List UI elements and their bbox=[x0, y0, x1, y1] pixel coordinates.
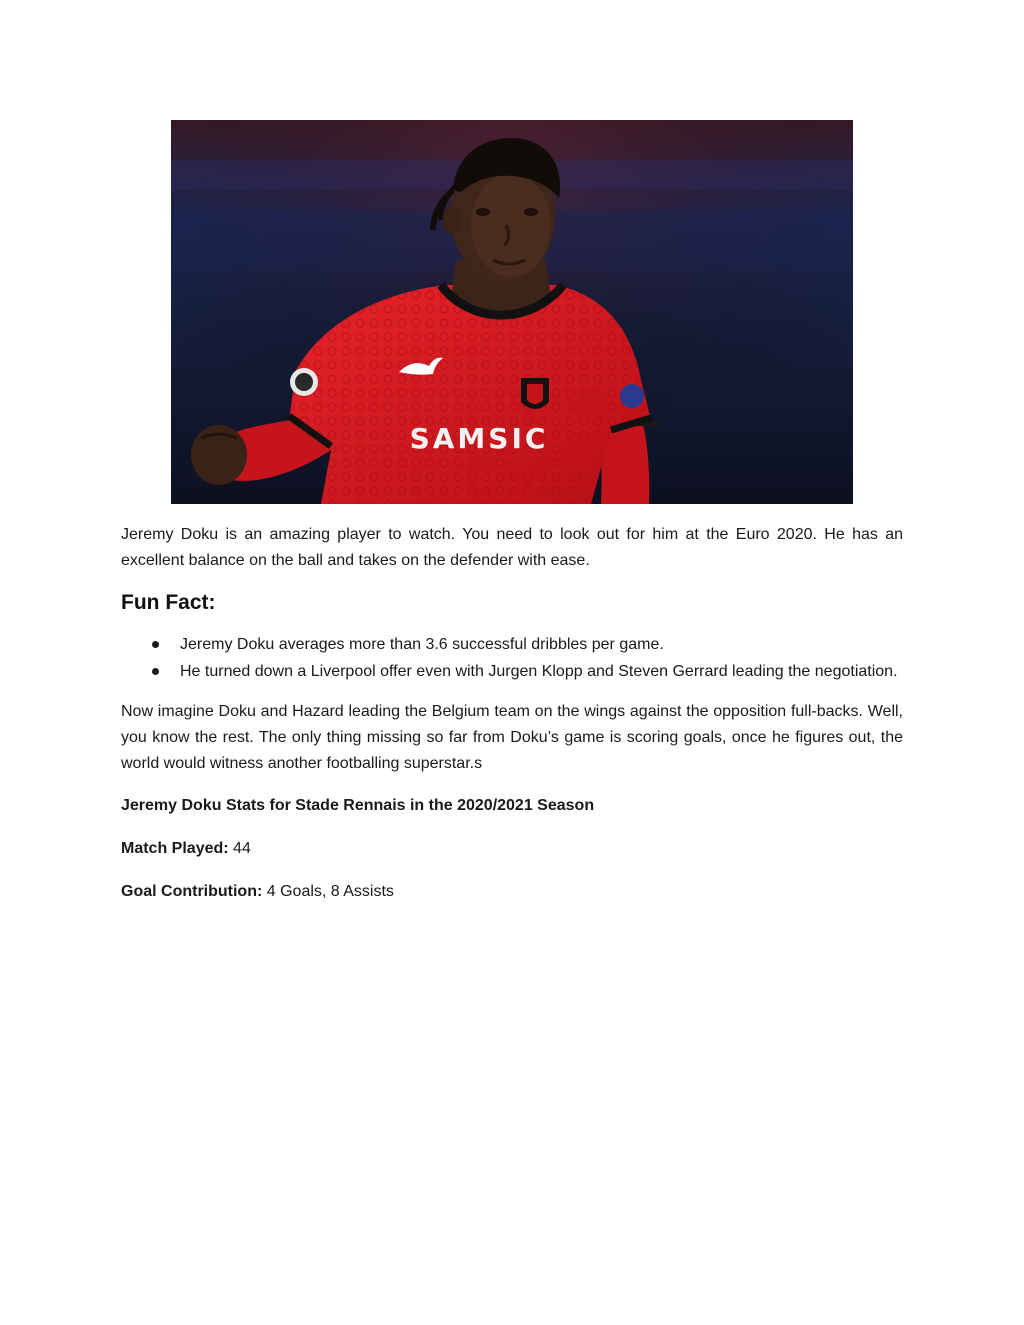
fun-fact-list bbox=[121, 632, 903, 685]
goal-contribution-stat bbox=[121, 879, 903, 905]
player-photo bbox=[171, 120, 853, 504]
goal-contribution-value: 4 Goals, 8 Assists bbox=[262, 883, 394, 900]
list-item bbox=[121, 632, 903, 658]
match-played-stat bbox=[121, 836, 903, 862]
goal-contribution-label: Goal Contribution: bbox=[121, 883, 263, 900]
list-item-text: Jeremy Doku averages more than 3.6 successful dribbles per game. bbox=[180, 636, 664, 653]
jersey-sponsor-text: SAMSIC bbox=[409, 422, 549, 455]
stats-title: Jeremy Doku Stats for Stade Rennais in the 2020/2021 Season bbox=[121, 797, 595, 814]
match-played-value: 44 bbox=[228, 840, 251, 857]
body-paragraph: Now imagine Doku and Hazard leading the Belgium team on the wings against the opposition full-backs. Well, you know the rest. The only thing missing so far from Doku’s game is scoring goals, once he figures out, the world would witness another footballing superstar.s bbox=[121, 703, 903, 772]
bullet-icon bbox=[152, 641, 159, 648]
player-illustration bbox=[171, 120, 853, 504]
list-item-text: He turned down a Liverpool offer even with Jurgen Klopp and Steven Gerrard leading the negotiation. bbox=[180, 663, 898, 680]
intro-paragraph: Jeremy Doku is an amazing player to watch. You need to look out for him at the Euro 2020. He has an excellent balance on the ball and takes on the defender with ease. bbox=[121, 526, 903, 569]
match-played-label: Match Played: bbox=[121, 840, 229, 857]
fun-fact-heading: Fun Fact: bbox=[121, 591, 216, 614]
list-item bbox=[121, 659, 903, 685]
article-body bbox=[121, 522, 903, 905]
bullet-icon bbox=[152, 668, 159, 675]
